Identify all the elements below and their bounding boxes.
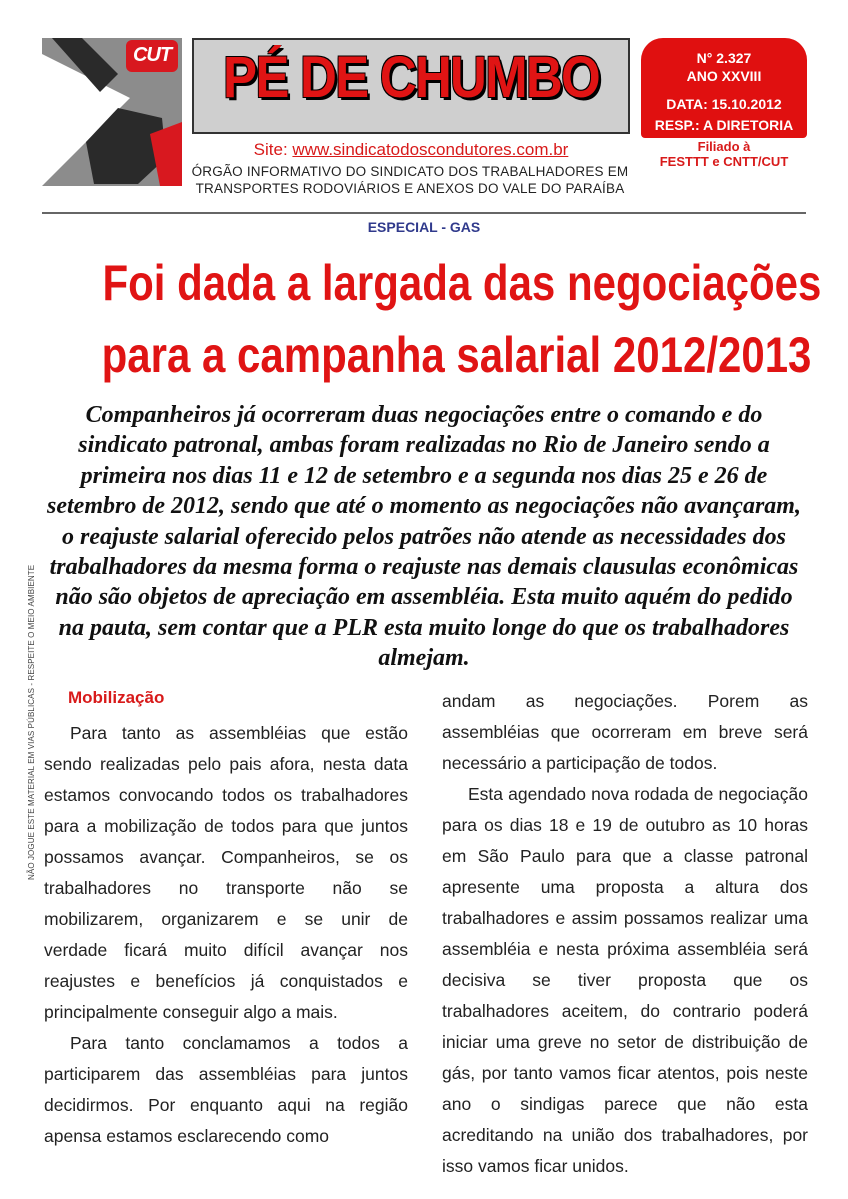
header-divider [42,212,806,214]
affiliation-orgs: FESTTT e CNTT/CUT [659,154,789,169]
issue-year: ANO XXVIII [686,68,762,84]
cut-logo [42,38,182,186]
site-label: Site: [253,140,288,159]
right-paragraph-2: Esta agendado nova rodada de negociação para os dias 18 e 19 de outubro as 10 horas em São Paulo para que a classe patronal apresente uma proposta a altura dos trabalhadores e assim possamos realizar uma assembléia e nesta próxima assembléia será decisiva se tiver proposta que os trabalhadores aceitem, do contrario poderá iniciar uma greve no setor de distribuição de gás, por tanto vamos ficar atentos, pois neste ano o sindigas parece que não esta acreditando na união dos trabalhadores, por isso vamos ficar unidos. [442,784,808,1176]
affiliation-label: Filiado à [697,139,751,154]
issue-number: N° 2.327 [696,50,752,66]
article-left-column [44,718,408,1152]
side-note: NÃO JOGUE ESTE MATERIAL EM VIAS PÚBLICAS - RESPEITE O MEIO AMBIENTE [27,564,36,880]
site-url-link[interactable]: www.sindicatodoscondutores.com.br [292,140,569,159]
headline-line-1-text: Foi dada a largada das negociações [102,255,822,311]
right-paragraph-1: andam as negociações. Porem as assembléias que ocorreram em breve será necessário a participação de todos. [442,691,808,773]
masthead-title: PÉ DE CHUMBO [223,45,599,110]
logo-text: CUT [132,44,172,66]
site-line [192,140,630,160]
org-line-1: ÓRGÃO INFORMATIVO DO SINDICATO DOS TRABALHADORES EM [191,164,629,179]
left-paragraph-1: Para tanto as assembléias que estão sendo realizadas pelo pais afora, nesta data estamos convocando todos os trabalhadores para a mobilização de todos para que juntos possamos avançar. Companheiros, se os trabalhadores no transporte não se mobilizarem, organizarem e se unir de verdade ficará muito difícil avançar nos reajustes e benefícios já conquistados e principalmente conseguir algo a mais. [44,723,408,1022]
article-right-column [442,686,808,1182]
issue-responsible: RESP.: A DIRETORIA [654,117,794,133]
org-line-2: TRANSPORTES RODOVIÁRIOS E ANEXOS DO VALE DO PARAÍBA [195,181,625,196]
section-tag: ESPECIAL - GAS [367,219,481,235]
masthead-title-box [192,38,630,134]
issue-info-box [641,38,807,138]
lead-paragraph: Companheiros já ocorreram duas negociações entre o comando e do sindicato patronal, ambas foram realizadas no Rio de Janeiro sendo a primeira nos dias 11 e 12 de setembro e a segunda nos dias 25 e 26 de setembro de 2012, sendo que até o momento as negociações não avançaram, o reajuste salarial oferecido pelos patrões não atende as necessidades dos trabalhadores da mesma forma o reajuste nas demais clausulas econômicas não são objetos de apreciação em assembléia. Esta muito aquém do pedido na pauta, sem contar que a PLR esta muito longe do que os trabalhadores almejam. [47,402,801,672]
section-title: Mobilização [68,688,165,707]
headline-line-2-text: para a campanha salarial 2012/2013 [101,327,812,383]
headline-line-1 [34,254,822,312]
issue-date: DATA: 15.10.2012 [666,96,782,112]
left-paragraph-2: Para tanto conclamamos a todos a participarem das assembléias para juntos decidirmos. Por enquanto aqui na região apensa estamos esclarecendo como [44,1033,408,1146]
headline-line-2 [34,326,814,384]
